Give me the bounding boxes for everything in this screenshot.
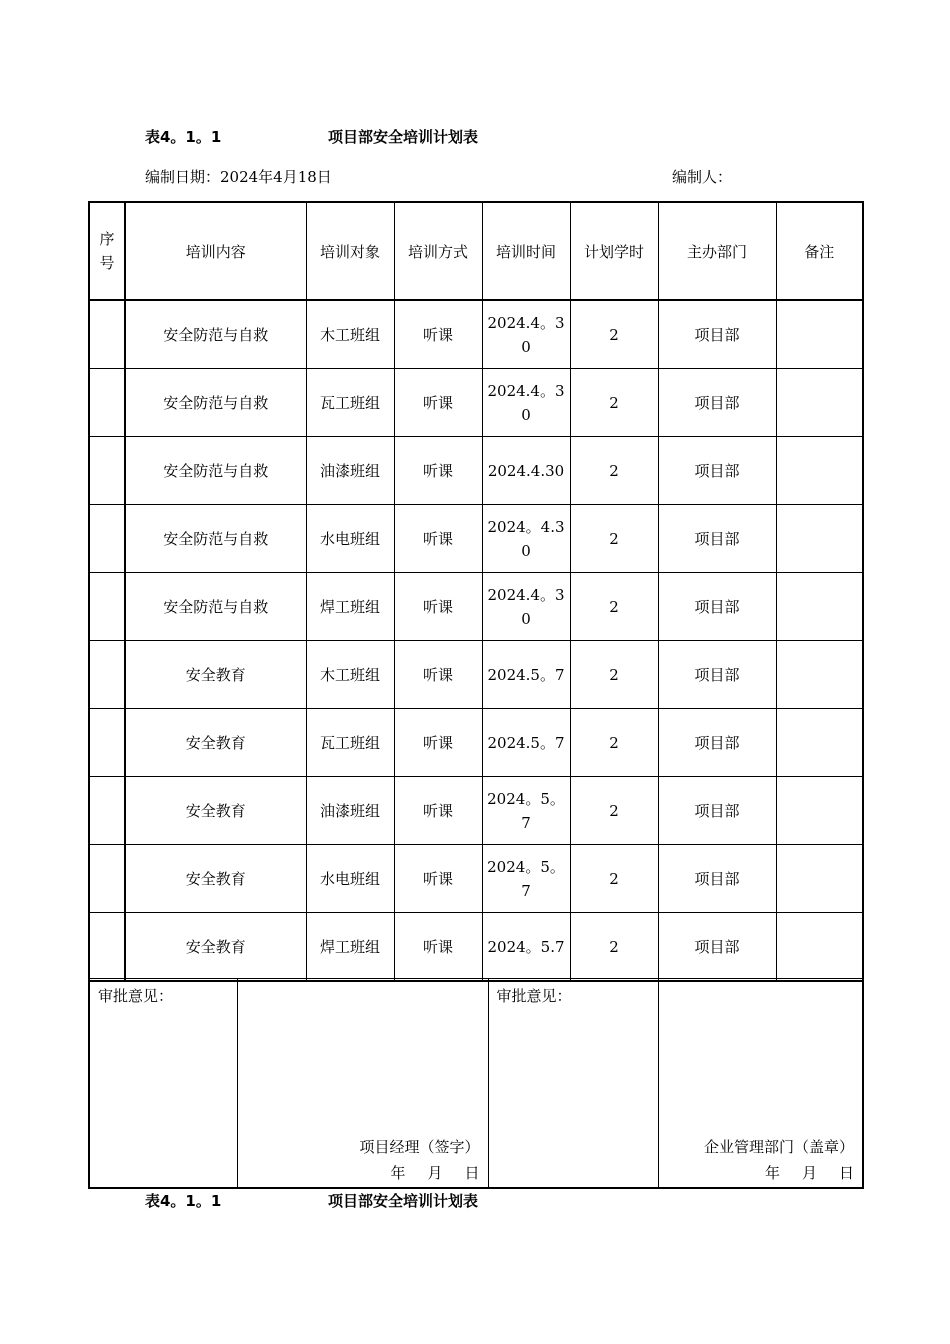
training-plan-table [88,201,864,982]
approval-right-label-cell [488,979,658,1189]
cell-method: 听课 [394,913,482,982]
cell-dept: 项目部 [658,300,776,369]
cell-note [776,300,863,369]
cell-time: 2024.4.30 [482,437,570,505]
cell-content: 安全防范与自救 [125,300,306,369]
cell-hours: 2 [570,300,658,369]
cell-note [776,437,863,505]
cell-hours: 2 [570,369,658,437]
header-hours: 计划学时 [570,202,658,300]
cell-seq [89,300,125,369]
approval-table [88,978,864,1189]
table-row [89,505,863,573]
approval-right-sign-cell [658,979,863,1189]
approval-label: 审批意见： [496,987,572,1005]
cell-time: 2024。5。7 [482,845,570,913]
table-row [89,300,863,369]
cell-hours: 2 [570,437,658,505]
cell-dept: 项目部 [658,505,776,573]
header-note: 备注 [776,202,863,300]
header-row [89,202,863,300]
compile-date: 编制日期：2024年4月18日 [145,168,332,186]
cell-time: 2024.4。30 [482,369,570,437]
cell-time: 2024。5.7 [482,913,570,982]
table-row [89,641,863,709]
approval-date-left: 年 月 日 [390,1164,480,1182]
cell-content: 安全防范与自救 [125,505,306,573]
cell-dept: 项目部 [658,641,776,709]
cell-note [776,845,863,913]
cell-target: 焊工班组 [306,913,394,982]
cell-method: 听课 [394,369,482,437]
cell-method: 听课 [394,437,482,505]
cell-method: 听课 [394,300,482,369]
cell-method: 听课 [394,505,482,573]
cell-seq [89,845,125,913]
cell-content: 安全防范与自救 [125,369,306,437]
cell-note [776,913,863,982]
cell-target: 瓦工班组 [306,369,394,437]
management-dept-seal: 企业管理部门（盖章） [703,1138,854,1156]
cell-content: 安全教育 [125,913,306,982]
cell-seq [89,641,125,709]
table-number: 表4。1。1 [145,128,222,146]
cell-dept: 项目部 [658,437,776,505]
table-name: 项目部安全培训计划表 [328,128,479,146]
cell-hours: 2 [570,845,658,913]
approval-label: 审批意见： [98,987,174,1005]
cell-time: 2024.4。30 [482,300,570,369]
cell-time: 2024.5。7 [482,641,570,709]
project-manager-signature: 项目经理（签字） [359,1138,480,1156]
cell-note [776,369,863,437]
approval-date-right: 年 月 日 [764,1164,854,1182]
cell-seq [89,709,125,777]
cell-content: 安全教育 [125,777,306,845]
cell-seq [89,573,125,641]
cell-hours: 2 [570,913,658,982]
cell-dept: 项目部 [658,777,776,845]
cell-dept: 项目部 [658,709,776,777]
cell-target: 木工班组 [306,300,394,369]
cell-content: 安全防范与自救 [125,437,306,505]
cell-dept: 项目部 [658,369,776,437]
table-row [89,777,863,845]
table-row [89,913,863,982]
cell-time: 2024。5。7 [482,777,570,845]
cell-method: 听课 [394,573,482,641]
table-row [89,369,863,437]
cell-seq [89,777,125,845]
cell-note [776,505,863,573]
cell-note [776,709,863,777]
table-row [89,437,863,505]
cell-hours: 2 [570,505,658,573]
table-row [89,845,863,913]
cell-seq [89,437,125,505]
cell-seq [89,505,125,573]
approval-left-sign-cell [237,979,488,1189]
cell-content: 安全防范与自救 [125,573,306,641]
header-content: 培训内容 [125,202,306,300]
cell-hours: 2 [570,777,658,845]
cell-method: 听课 [394,709,482,777]
table-name: 项目部安全培训计划表 [328,1192,479,1210]
cell-note [776,573,863,641]
cell-target: 油漆班组 [306,437,394,505]
cell-dept: 项目部 [658,913,776,982]
cell-target: 油漆班组 [306,777,394,845]
compiler: 编制人： [672,168,733,186]
cell-dept: 项目部 [658,845,776,913]
header-time: 培训时间 [482,202,570,300]
cell-note [776,777,863,845]
cell-method: 听课 [394,641,482,709]
approval-left-label-cell [89,979,237,1189]
cell-content: 安全教育 [125,641,306,709]
cell-method: 听课 [394,845,482,913]
header-dept: 主办部门 [658,202,776,300]
cell-content: 安全教育 [125,845,306,913]
cell-target: 焊工班组 [306,573,394,641]
cell-seq [89,369,125,437]
cell-method: 听课 [394,777,482,845]
cell-content: 安全教育 [125,709,306,777]
header-target: 培训对象 [306,202,394,300]
cell-target: 水电班组 [306,505,394,573]
cell-seq [89,913,125,982]
table-row [89,709,863,777]
cell-hours: 2 [570,641,658,709]
cell-dept: 项目部 [658,573,776,641]
header-method: 培训方式 [394,202,482,300]
cell-target: 木工班组 [306,641,394,709]
cell-time: 2024.5。7 [482,709,570,777]
cell-target: 瓦工班组 [306,709,394,777]
cell-time: 2024.4。30 [482,573,570,641]
header-seq: 序号 [89,202,125,300]
cell-time: 2024。4.30 [482,505,570,573]
cell-target: 水电班组 [306,845,394,913]
table-number: 表4。1。1 [145,1192,222,1210]
table-row [89,573,863,641]
cell-hours: 2 [570,573,658,641]
cell-hours: 2 [570,709,658,777]
cell-note [776,641,863,709]
